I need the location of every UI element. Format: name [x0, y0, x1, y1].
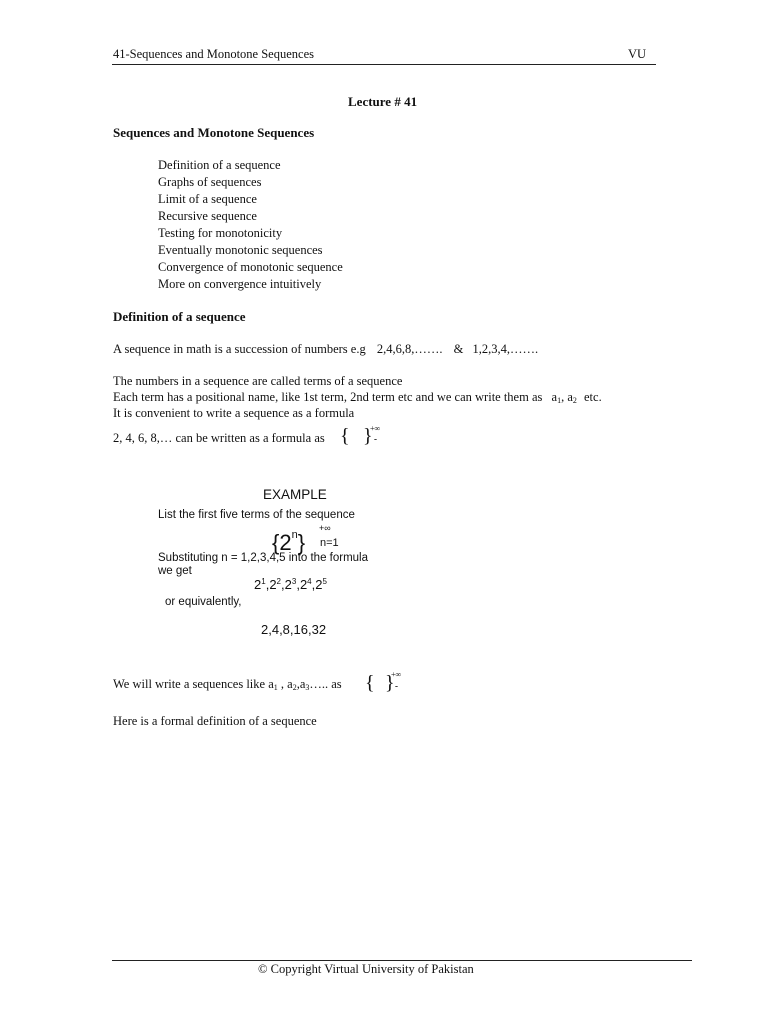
topic-item: Limit of a sequence — [158, 192, 257, 206]
open-brace: { — [340, 425, 350, 447]
formula-exponent: n — [291, 529, 298, 541]
formula-line: 2, 4, 6, 8,… can be written as a formula as — [113, 431, 325, 445]
close-brace: } — [363, 425, 373, 447]
open-brace: { — [365, 672, 375, 694]
definition-heading: Definition of a sequence — [113, 309, 246, 324]
sequence-notation-line — [113, 677, 342, 692]
we-get-text: we get — [158, 565, 192, 577]
intro-text: A sequence in math is a succession of numbers e.g — [113, 342, 366, 356]
power-term: $2^3$ — [284, 577, 297, 592]
formal-definition-line: Here is a formal definition of a sequence — [113, 714, 317, 728]
footer-copyright: © Copyright Virtual University of Pakistan — [258, 962, 474, 976]
upper-limit: +∞ — [391, 670, 402, 679]
lower-limit: - — [395, 681, 398, 691]
topic-item: Graphs of sequences — [158, 175, 262, 189]
terms-line: The numbers in a sequence are called terms of a sequence — [113, 374, 403, 388]
ampersand: & — [453, 342, 464, 356]
header-rule — [112, 64, 656, 65]
example-title: EXAMPLE — [263, 487, 327, 502]
topic-item: Recursive sequence — [158, 209, 257, 223]
term-a1 — [552, 390, 562, 404]
topic-item: Definition of a sequence — [158, 158, 281, 172]
positional-text: Each term has a positional name, like 1st term, 2nd term etc and we can write them as — [113, 390, 543, 404]
notation-suffix: ….. as — [309, 677, 342, 691]
para-sequence-intro — [113, 342, 538, 357]
subscript-1: 1 — [273, 683, 278, 692]
power-term: $2^1$ — [254, 577, 266, 592]
positional-name-line — [113, 390, 602, 405]
a-symbol: a — [551, 390, 558, 404]
substitution-text: Substituting n = 1,2,3,4,5 into the formula — [158, 552, 369, 564]
topic-item: More on convergence intuitively — [158, 277, 322, 291]
footer-rule — [112, 960, 692, 961]
formula-upper-limit: +∞ — [319, 523, 331, 533]
subscript-3: 3 — [305, 683, 310, 692]
term-separator: , — [561, 390, 568, 404]
subscript-2: 2 — [572, 396, 577, 405]
subscript-2: 2 — [292, 683, 297, 692]
topic-item: Eventually monotonic sequences — [158, 243, 323, 257]
subscript-1: 1 — [557, 396, 562, 405]
running-header-vu: VU — [628, 47, 647, 61]
convenient-line: It is convenient to write a sequence as a formula — [113, 406, 355, 420]
example-natural: 1,2,3,4,……. — [472, 342, 539, 356]
lecture-title: Lecture # 41 — [348, 94, 418, 109]
a-symbol: a — [567, 390, 573, 404]
example-result: 2,4,8,16,32 — [261, 622, 327, 637]
formula-close-brace: } — [297, 530, 306, 555]
powers-list: $2^1,2^2,2^3,2^4,2^5$ — [254, 577, 327, 592]
power-term: $2^2$ — [269, 577, 281, 592]
topic-item: Convergence of monotonic sequence — [158, 260, 343, 274]
or-equivalently-text: or equivalently, — [165, 596, 242, 608]
lower-limit: - — [374, 434, 377, 444]
etc-text: etc. — [584, 390, 602, 404]
power-term: $2^5$ — [315, 577, 327, 592]
notation-prefix: We will write a sequences like a — [113, 677, 274, 691]
topic-item: Testing for monotonicity — [158, 226, 283, 240]
close-brace: } — [385, 672, 395, 694]
formula-base: 2 — [279, 530, 292, 555]
term-a2 — [567, 390, 577, 404]
example-even: 2,4,6,8,……. — [376, 342, 443, 356]
formula-lower-limit: n=1 — [320, 537, 339, 549]
upper-limit: +∞ — [370, 424, 381, 433]
example-prompt: List the first five terms of the sequence — [158, 509, 355, 521]
formula-open-brace: { — [272, 530, 280, 555]
notation-mid2: ,a — [296, 677, 306, 691]
running-header-title: 41-Sequences and Monotone Sequences — [113, 47, 314, 61]
notation-mid1: , a — [277, 677, 293, 691]
section-title: Sequences and Monotone Sequences — [113, 125, 315, 140]
power-term: $2^4$ — [299, 577, 312, 592]
